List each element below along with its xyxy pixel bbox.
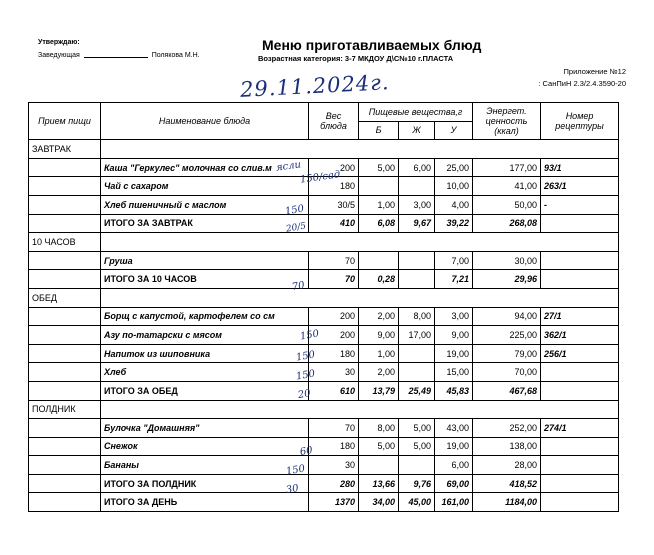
section-row — [29, 288, 619, 307]
col-header-u: У — [435, 121, 473, 140]
meal-cell — [29, 214, 101, 233]
dish-name: Борщ с капустой, картофелем со см — [101, 307, 309, 326]
table-row — [29, 419, 619, 438]
dish-carbs: 15,00 — [435, 363, 473, 382]
handwritten-note: 60 — [299, 444, 314, 459]
section-empty — [101, 288, 619, 307]
meal-cell — [29, 326, 101, 345]
handwritten-note: 20/5 — [285, 221, 307, 235]
dish-kcal: 28,00 — [473, 456, 541, 475]
handwritten-note: 150 — [285, 463, 306, 478]
dish-name: Булочка "Домашняя" — [101, 419, 309, 438]
dish-recipe — [541, 363, 619, 382]
table-row — [29, 307, 619, 326]
dish-fat: 5,00 — [399, 437, 435, 456]
age-category: Возрастная категория: 3-7 МКДОУ Д\С№10 г.ПЛАСТА — [258, 54, 454, 63]
dish-carbs: 10,00 — [435, 177, 473, 196]
table-row — [29, 326, 619, 345]
dish-protein: 8,00 — [359, 419, 399, 438]
dish-carbs: 19,00 — [435, 344, 473, 363]
table-row — [29, 158, 619, 177]
handwritten-note: 20 — [297, 387, 312, 402]
dish-kcal: 94,00 — [473, 307, 541, 326]
total-label: ИТОГО ЗА ПОЛДНИК — [101, 474, 309, 493]
dish-carbs: 9,00 — [435, 326, 473, 345]
dish-protein: 5,00 — [359, 158, 399, 177]
dish-weight: 180 — [309, 177, 359, 196]
dish-recipe — [541, 437, 619, 456]
signature-line — [84, 57, 148, 58]
dish-kcal: 177,00 — [473, 158, 541, 177]
total-carbs: 7,21 — [435, 270, 473, 289]
dish-weight: 200 — [309, 158, 359, 177]
dish-protein: 2,00 — [359, 363, 399, 382]
dish-recipe — [541, 251, 619, 270]
col-header-name: Наименование блюда — [101, 103, 309, 140]
dish-weight: 70 — [309, 251, 359, 270]
section-title: 10 ЧАСОВ — [29, 233, 101, 252]
dish-name: Хлеб — [101, 363, 309, 382]
dish-protein — [359, 456, 399, 475]
day-total-carbs: 161,00 — [435, 493, 473, 512]
total-weight: 70 — [309, 270, 359, 289]
dish-protein: 2,00 — [359, 307, 399, 326]
dish-weight: 30/5 — [309, 195, 359, 214]
approve-label: Утверждаю: — [38, 39, 80, 46]
total-carbs: 39,22 — [435, 214, 473, 233]
meal-cell — [29, 195, 101, 214]
table-row — [29, 456, 619, 475]
total-kcal: 268,08 — [473, 214, 541, 233]
handwritten-note: 30 — [285, 482, 300, 497]
dish-fat — [399, 456, 435, 475]
total-weight: 280 — [309, 474, 359, 493]
section-empty — [101, 400, 619, 419]
total-label: ИТОГО ЗА 10 ЧАСОВ — [101, 270, 309, 289]
meal-cell — [29, 493, 101, 512]
dish-fat: 8,00 — [399, 307, 435, 326]
total-fat: 9,76 — [399, 474, 435, 493]
dish-fat — [399, 251, 435, 270]
table-row — [29, 363, 619, 382]
day-total-fat: 45,00 — [399, 493, 435, 512]
col-header-b: Б — [359, 121, 399, 140]
meal-cell — [29, 158, 101, 177]
dish-fat: 5,00 — [399, 419, 435, 438]
dish-protein — [359, 251, 399, 270]
dish-fat: 6,00 — [399, 158, 435, 177]
handwritten-note: 150 — [284, 203, 305, 218]
dish-weight: 200 — [309, 326, 359, 345]
dish-protein — [359, 177, 399, 196]
dish-fat: 17,00 — [399, 326, 435, 345]
dish-name: Снежок — [101, 437, 309, 456]
section-row — [29, 140, 619, 159]
dish-protein: 1,00 — [359, 195, 399, 214]
menu-body — [29, 140, 619, 512]
section-title: ПОЛДНИК — [29, 400, 101, 419]
dish-carbs: 4,00 — [435, 195, 473, 214]
dish-name: Чай с сахаром — [101, 177, 309, 196]
total-protein: 0,28 — [359, 270, 399, 289]
appendix-number: Приложение №12 — [563, 67, 626, 76]
dish-weight: 30 — [309, 363, 359, 382]
dish-carbs: 3,00 — [435, 307, 473, 326]
dish-name: Бананы — [101, 456, 309, 475]
col-header-meal: Прием пищи — [29, 103, 101, 140]
total-kcal: 29,96 — [473, 270, 541, 289]
dish-weight: 70 — [309, 419, 359, 438]
dish-recipe: 256/1 — [541, 344, 619, 363]
dish-kcal: 252,00 — [473, 419, 541, 438]
dish-kcal: 70,00 — [473, 363, 541, 382]
total-weight: 410 — [309, 214, 359, 233]
day-total-label: ИТОГО ЗА ДЕНЬ — [101, 493, 309, 512]
dish-name: Каша "Геркулес" молочная со слив.м — [101, 158, 309, 177]
total-recipe — [541, 214, 619, 233]
day-total-recipe — [541, 493, 619, 512]
total-row — [29, 214, 619, 233]
meal-cell — [29, 437, 101, 456]
dish-kcal: 41,00 — [473, 177, 541, 196]
dish-recipe: 274/1 — [541, 419, 619, 438]
dish-protein: 5,00 — [359, 437, 399, 456]
col-header-energy: Энергет. ценность (ккал) — [473, 103, 541, 140]
dish-weight: 200 — [309, 307, 359, 326]
day-total-protein: 34,00 — [359, 493, 399, 512]
total-carbs: 45,83 — [435, 381, 473, 400]
meal-cell — [29, 307, 101, 326]
dish-protein: 1,00 — [359, 344, 399, 363]
meal-cell — [29, 270, 101, 289]
section-row — [29, 233, 619, 252]
sanpin-reference: : СанПиН 2.3/2.4.3590-20 — [538, 79, 626, 88]
col-header-zh: Ж — [399, 121, 435, 140]
dish-recipe: 362/1 — [541, 326, 619, 345]
dish-name: Напиток из шиповника — [101, 344, 309, 363]
dish-weight: 180 — [309, 344, 359, 363]
col-header-nutrients: Пищевые вещества,г — [359, 103, 473, 122]
dish-carbs: 43,00 — [435, 419, 473, 438]
handwritten-note: 150 — [295, 349, 316, 364]
table-row — [29, 344, 619, 363]
head-label: Заведующая — [38, 52, 80, 59]
total-row — [29, 381, 619, 400]
meal-cell — [29, 177, 101, 196]
handwritten-note: 70 — [291, 279, 306, 294]
dish-weight: 30 — [309, 456, 359, 475]
dish-kcal: 30,00 — [473, 251, 541, 270]
section-empty — [101, 140, 619, 159]
total-recipe — [541, 474, 619, 493]
total-row — [29, 474, 619, 493]
day-total-kcal: 1184,00 — [473, 493, 541, 512]
total-weight: 610 — [309, 381, 359, 400]
dish-recipe: - — [541, 195, 619, 214]
total-recipe — [541, 270, 619, 289]
dish-name: Азу по-татарски с мясом — [101, 326, 309, 345]
total-fat: 25,49 — [399, 381, 435, 400]
total-protein: 13,66 — [359, 474, 399, 493]
handwritten-note: ясли — [275, 159, 302, 174]
col-header-weight: Вес блюда — [309, 103, 359, 140]
dish-carbs: 25,00 — [435, 158, 473, 177]
handwritten-date: 29.11.2024г. — [239, 70, 391, 102]
total-recipe — [541, 381, 619, 400]
dish-fat: 3,00 — [399, 195, 435, 214]
handwritten-note: 150 — [295, 368, 316, 383]
table-row — [29, 251, 619, 270]
dish-carbs: 6,00 — [435, 456, 473, 475]
day-total-weight: 1370 — [309, 493, 359, 512]
total-label: ИТОГО ЗА ЗАВТРАК — [101, 214, 309, 233]
table-row — [29, 437, 619, 456]
meal-cell — [29, 474, 101, 493]
dish-fat — [399, 177, 435, 196]
dish-kcal: 79,00 — [473, 344, 541, 363]
meal-cell — [29, 456, 101, 475]
table-row — [29, 195, 619, 214]
col-header-recipe: Номер рецептуры — [541, 103, 619, 140]
dish-weight: 180 — [309, 437, 359, 456]
handwritten-note: 150/сад — [299, 169, 341, 186]
total-carbs: 69,00 — [435, 474, 473, 493]
day-total-row — [29, 493, 619, 512]
head-name: Полякова М.Н. — [151, 52, 200, 59]
meal-cell — [29, 344, 101, 363]
dish-kcal: 50,00 — [473, 195, 541, 214]
meal-cell — [29, 251, 101, 270]
total-label: ИТОГО ЗА ОБЕД — [101, 381, 309, 400]
section-title: ОБЕД — [29, 288, 101, 307]
meal-cell — [29, 363, 101, 382]
total-protein: 6,08 — [359, 214, 399, 233]
menu-table — [28, 102, 619, 512]
dish-protein: 9,00 — [359, 326, 399, 345]
total-fat: 9,67 — [399, 214, 435, 233]
total-kcal: 467,68 — [473, 381, 541, 400]
dish-kcal: 138,00 — [473, 437, 541, 456]
total-protein: 13,79 — [359, 381, 399, 400]
head-signature-row — [38, 52, 200, 59]
dish-name: Груша — [101, 251, 309, 270]
section-empty — [101, 233, 619, 252]
dish-fat — [399, 344, 435, 363]
dish-recipe — [541, 456, 619, 475]
meal-cell — [29, 381, 101, 400]
section-title: ЗАВТРАК — [29, 140, 101, 159]
dish-recipe: 93/1 — [541, 158, 619, 177]
dish-carbs: 19,00 — [435, 437, 473, 456]
dish-fat — [399, 363, 435, 382]
total-kcal: 418,52 — [473, 474, 541, 493]
dish-name: Хлеб пшеничный с маслом — [101, 195, 309, 214]
dish-recipe: 263/1 — [541, 177, 619, 196]
total-row — [29, 270, 619, 289]
table-row — [29, 177, 619, 196]
handwritten-note: 150 — [299, 328, 320, 343]
meal-cell — [29, 419, 101, 438]
dish-recipe: 27/1 — [541, 307, 619, 326]
dish-carbs: 7,00 — [435, 251, 473, 270]
dish-kcal: 225,00 — [473, 326, 541, 345]
page-title: Меню приготавливаемых блюд — [262, 37, 482, 53]
total-fat — [399, 270, 435, 289]
section-row — [29, 400, 619, 419]
